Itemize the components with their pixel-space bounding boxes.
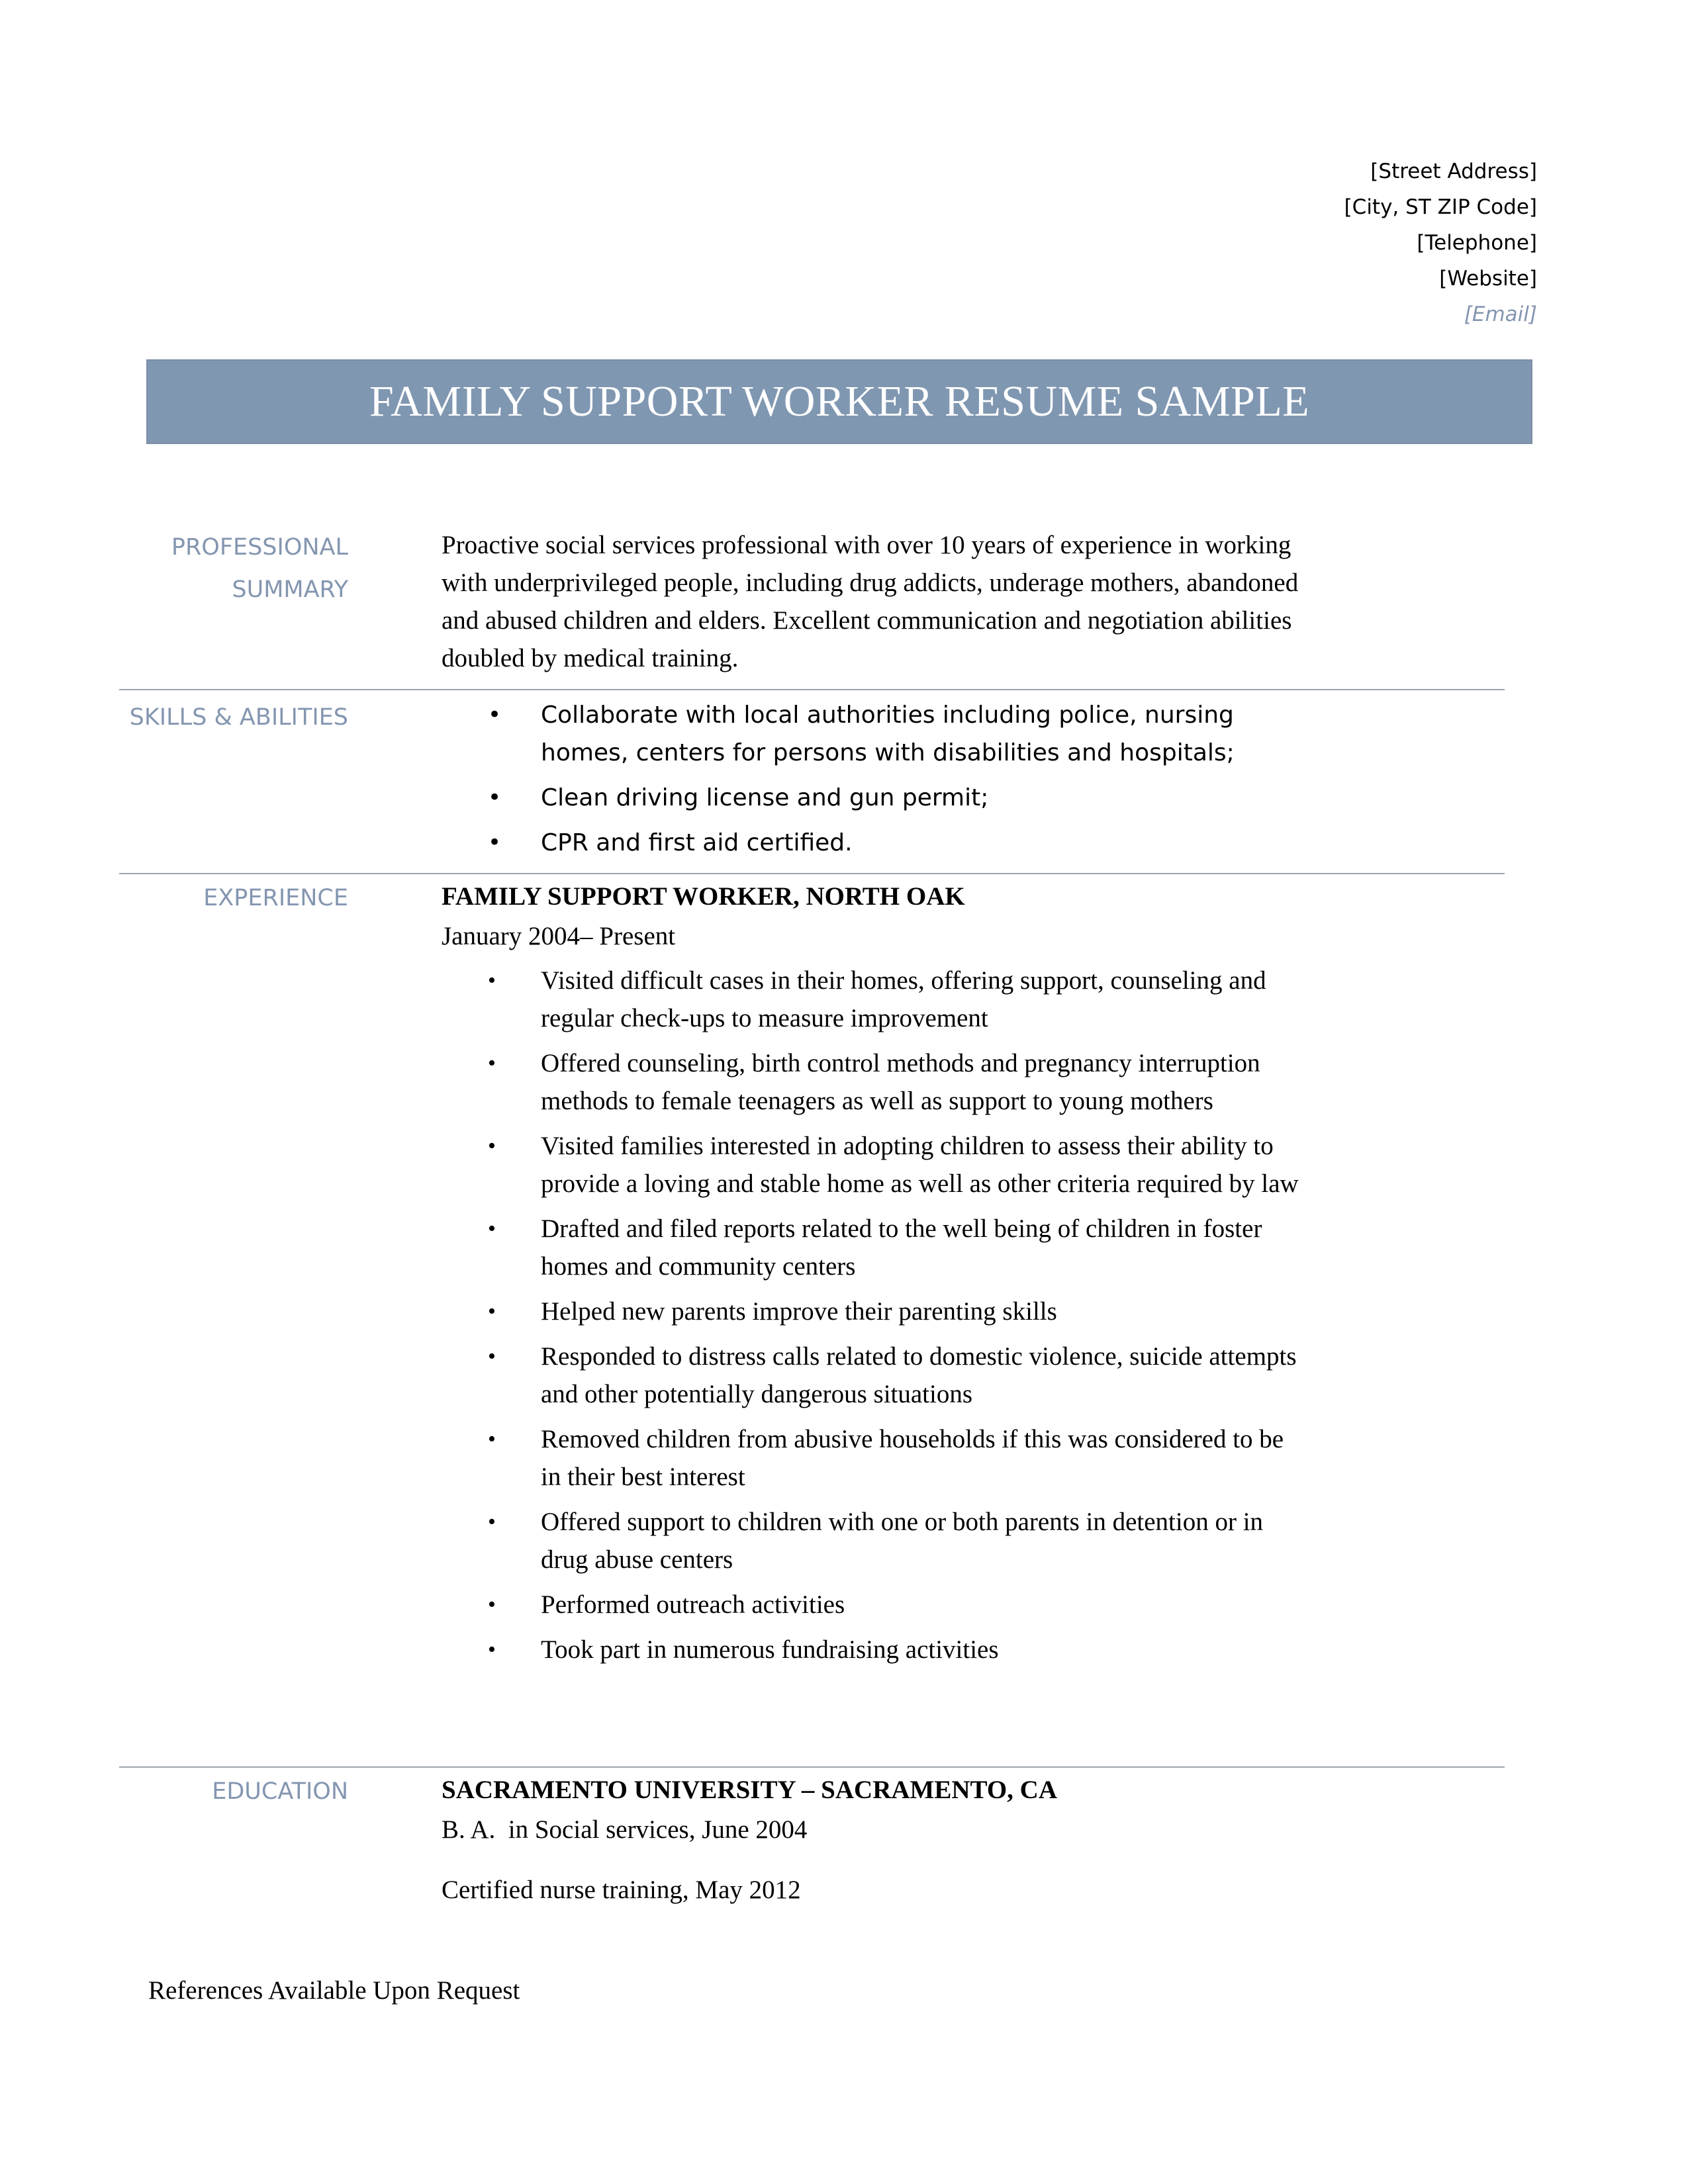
job-title: FAMILY SUPPORT WORKER, NORTH OAK bbox=[442, 882, 965, 911]
divider-experience bbox=[119, 1766, 1505, 1768]
experience-label: EXPERIENCE bbox=[203, 885, 348, 911]
references-note: References Available Upon Request bbox=[148, 1976, 520, 2005]
list-item bbox=[442, 1631, 1302, 1668]
bullet-icon: • bbox=[488, 1134, 496, 1158]
duty-text: Drafted and filed reports related to the well being of children in foster homes and community centers bbox=[541, 1214, 1262, 1281]
duty-text: Removed children from abusive households if this was considered to be in their best interest bbox=[541, 1425, 1284, 1491]
bullet-icon: • bbox=[488, 1051, 496, 1075]
list-item bbox=[442, 1127, 1302, 1203]
city-state-zip: [City, ST ZIP Code] bbox=[1344, 195, 1537, 219]
duty-text: Visited families interested in adopting children to assess their ability to provide a loving and stable home as well as other criteria required by law bbox=[541, 1132, 1299, 1198]
duty-text: Visited difficult cases in their homes, offering support, counseling and regular check-ups to measure improvement bbox=[541, 966, 1266, 1032]
street-address: [Street Address] bbox=[1370, 159, 1537, 183]
duty-text: Helped new parents improve their parenting skills bbox=[541, 1297, 1057, 1326]
duty-text: Performed outreach activities bbox=[541, 1590, 845, 1619]
list-item bbox=[442, 1503, 1302, 1578]
email: [Email] bbox=[1464, 302, 1537, 326]
bullet-icon: • bbox=[488, 784, 502, 811]
bullet-icon: • bbox=[488, 1637, 496, 1662]
experience-body bbox=[442, 877, 1302, 1676]
divider-summary bbox=[119, 689, 1505, 690]
page-title: FAMILY SUPPORT WORKER RESUME SAMPLE bbox=[369, 377, 1310, 426]
skill-text: Clean driving license and gun permit; bbox=[541, 784, 989, 811]
list-item bbox=[442, 1586, 1302, 1623]
divider-skills bbox=[119, 873, 1505, 874]
skill-text: CPR and first aid certified. bbox=[541, 829, 853, 856]
education-body bbox=[442, 1770, 1302, 1909]
list-item bbox=[442, 1044, 1302, 1120]
list-item bbox=[442, 1420, 1302, 1496]
list-item bbox=[442, 1338, 1302, 1413]
summary-label bbox=[171, 526, 348, 611]
duty-text: Took part in numerous fundraising activities bbox=[541, 1635, 999, 1664]
bullet-icon: • bbox=[488, 1427, 496, 1451]
summary-label-line1: PROFESSIONAL bbox=[171, 534, 348, 561]
bullet-icon: • bbox=[488, 1299, 496, 1324]
list-item bbox=[442, 696, 1302, 772]
bullet-icon: • bbox=[488, 702, 502, 728]
bullet-icon: • bbox=[488, 829, 502, 856]
skills-list bbox=[442, 696, 1302, 862]
skills-body bbox=[442, 696, 1302, 869]
experience-list bbox=[442, 962, 1302, 1668]
summary-body bbox=[442, 526, 1302, 677]
list-item bbox=[442, 962, 1302, 1037]
degree: B. A. in Social services, June 2004 bbox=[442, 1815, 808, 1844]
job-dates: January 2004– Present bbox=[442, 922, 676, 950]
duty-text: Offered counseling, birth control methods and pregnancy interruption methods to female teenagers as well as support to young mothers bbox=[541, 1049, 1260, 1115]
skill-text: Collaborate with local authorities including police, nursing homes, centers for persons with disabilities and hospitals; bbox=[541, 702, 1235, 766]
bullet-icon: • bbox=[488, 1592, 496, 1617]
bullet-icon: • bbox=[488, 1216, 496, 1241]
bullet-icon: • bbox=[488, 968, 496, 993]
duty-text: Offered support to children with one or both parents in detention or in drug abuse centers bbox=[541, 1508, 1264, 1574]
skills-label: SKILLS & ABILITIES bbox=[129, 704, 348, 731]
certification: Certified nurse training, May 2012 bbox=[442, 1876, 801, 1904]
list-item bbox=[442, 1210, 1302, 1285]
contact-block bbox=[1344, 154, 1537, 332]
list-item bbox=[442, 1293, 1302, 1330]
title-banner bbox=[146, 359, 1532, 444]
bullet-icon: • bbox=[488, 1510, 496, 1534]
list-item bbox=[442, 824, 1302, 862]
summary-text: Proactive social services professional with over 10 years of experience in working with underprivileged people, including drug addicts, underage mothers, abandoned and abused children and elders. Excellent communication and negotiation abilities doubled by medical training. bbox=[442, 531, 1299, 672]
school-name: SACRAMENTO UNIVERSITY – SACRAMENTO, CA bbox=[442, 1776, 1057, 1804]
education-label: EDUCATION bbox=[212, 1778, 348, 1805]
duty-text: Responded to distress calls related to domestic violence, suicide attempts and other potentially dangerous situations bbox=[541, 1342, 1297, 1408]
list-item bbox=[442, 779, 1302, 817]
telephone: [Telephone] bbox=[1417, 231, 1537, 255]
website: [Website] bbox=[1439, 267, 1537, 291]
bullet-icon: • bbox=[488, 1344, 496, 1369]
summary-label-line2: SUMMARY bbox=[232, 576, 348, 603]
